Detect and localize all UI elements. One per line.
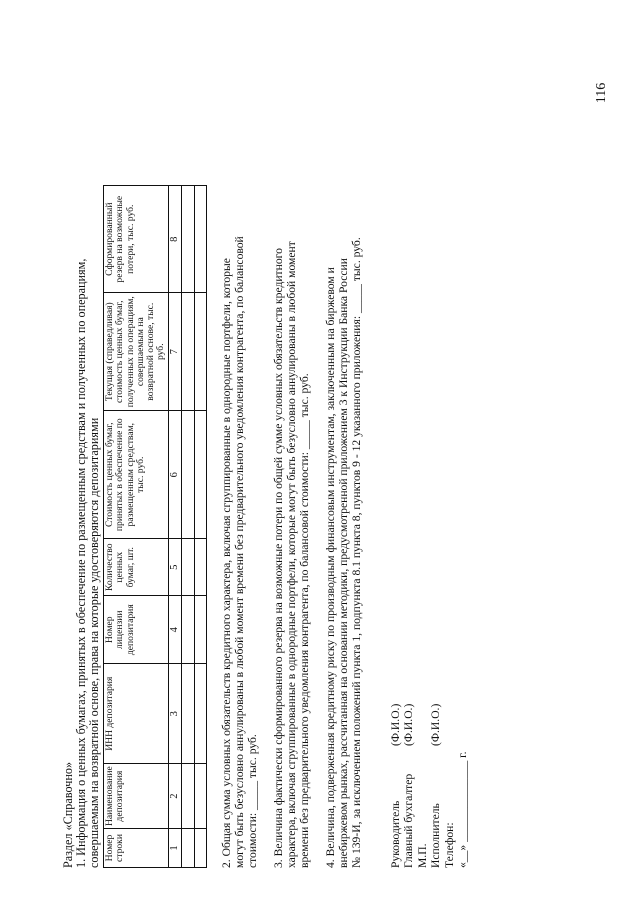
- col-number-7: 7: [168, 293, 181, 411]
- page-number: 116: [594, 82, 609, 104]
- table-number-row: [168, 186, 181, 868]
- item2-line-1: 2. Общая сумма условных обязательств кредитного характера, включая сгруппированные в однородные портфели, которые: [219, 258, 233, 868]
- header-fair-value: Текущая (справедливая) стоимость ценных бумаг, полученных по операциям, совершаемым на возвратной основе, тыс. руб.: [104, 293, 169, 411]
- signature-label: М.П.: [415, 843, 429, 868]
- item2-line-2: могут быть безусловно аннулированы в любой момент времени без предварительного уведомления контрагента, по балансовой: [232, 236, 246, 868]
- signature-label: Руководитель: [388, 800, 402, 868]
- header-collateral-value: Стоимость ценных бумаг, принятых в обеспечение по размещенным средствам, тыс. руб.: [104, 411, 169, 539]
- item3-line-2: характера, включая сгруппированные в однородные портфели, которые могут быть безусловно аннулированы в любой момент: [284, 241, 298, 868]
- signature-label: Исполнитель: [429, 803, 443, 868]
- header-row-number: Номер строки: [104, 829, 169, 868]
- item4-line-2: внебиржевом рынках, рассчитанная на основании методики, предусмотренной приложением 3 к Инструкции Банка России: [336, 258, 350, 868]
- item4-paragraph: [324, 88, 363, 868]
- item3-line-3: времени без предварительного уведомления контрагента, по балансовой стоимости: _____ тыс. руб.: [297, 373, 311, 868]
- col-number-5: 5: [168, 539, 181, 596]
- header-license-number: Номер лицензии депозитария: [104, 596, 169, 664]
- document-content: [62, 88, 542, 868]
- securities-table: [103, 185, 207, 868]
- signature-name: (Ф.И.О.): [402, 703, 416, 746]
- signature-name: (Ф.И.О.): [388, 703, 402, 746]
- col-number-8: 8: [168, 186, 181, 293]
- header-reserve: Сформированный резерв на возможные потери, тыс. руб.: [104, 186, 169, 293]
- signature-label: Главный бухгалтер: [402, 773, 416, 868]
- signature-name: (Ф.И.О.): [429, 703, 443, 746]
- signature-row: [389, 88, 403, 868]
- signature-block: [389, 88, 470, 868]
- col-number-1: 1: [168, 829, 181, 868]
- section-title: Раздел «Справочно»: [61, 761, 75, 868]
- item4-line-3: № 139-И, за исключением положений пункта 1, подпункта 8.1 пункта 8, пунктов 9 - 12 указанного приложения: _____ тыс. руб.: [349, 237, 363, 868]
- date-line: «__» ______________ г.: [456, 751, 470, 868]
- signature-label: Телефон:: [442, 822, 456, 868]
- col-number-3: 3: [168, 664, 181, 764]
- signature-row: [456, 88, 470, 868]
- table-row: [181, 186, 194, 868]
- col-number-2: 2: [168, 764, 181, 829]
- item3-line-1: 3. Величина фактически сформированного резерва на возможные потери по общей сумме условных обязательств кредитного: [271, 248, 285, 868]
- header-inn: ИНН депозитария: [104, 664, 169, 764]
- item1-line-1: 1. Информация о ценных бумагах, принятых в обеспечение по размещенным средствам и полученных по операциям,: [74, 258, 88, 868]
- signature-row: [429, 88, 443, 868]
- signature-row: [443, 88, 457, 868]
- col-number-4: 4: [168, 596, 181, 664]
- item4-line-1: 4. Величина, подверженная кредитному риску по производным финансовым инструментам, заключенным на биржевом и: [323, 267, 337, 868]
- table-row: [194, 186, 206, 868]
- signature-row: [402, 88, 416, 868]
- header-depository-name: Наименование депозитария: [104, 764, 169, 829]
- item2-line-3: стоимости: _____ тыс. руб.: [245, 734, 259, 868]
- signature-row: [416, 88, 430, 868]
- col-number-6: 6: [168, 411, 181, 539]
- table-header-row: [104, 186, 169, 868]
- header-quantity: Количество ценных бумаг, шт.: [104, 539, 169, 596]
- item1-line-2: совершаемым на возвратной основе, права на которые удостоверяются депозитариями: [87, 417, 101, 868]
- item2-paragraph: [220, 88, 259, 868]
- item3-paragraph: [272, 88, 311, 868]
